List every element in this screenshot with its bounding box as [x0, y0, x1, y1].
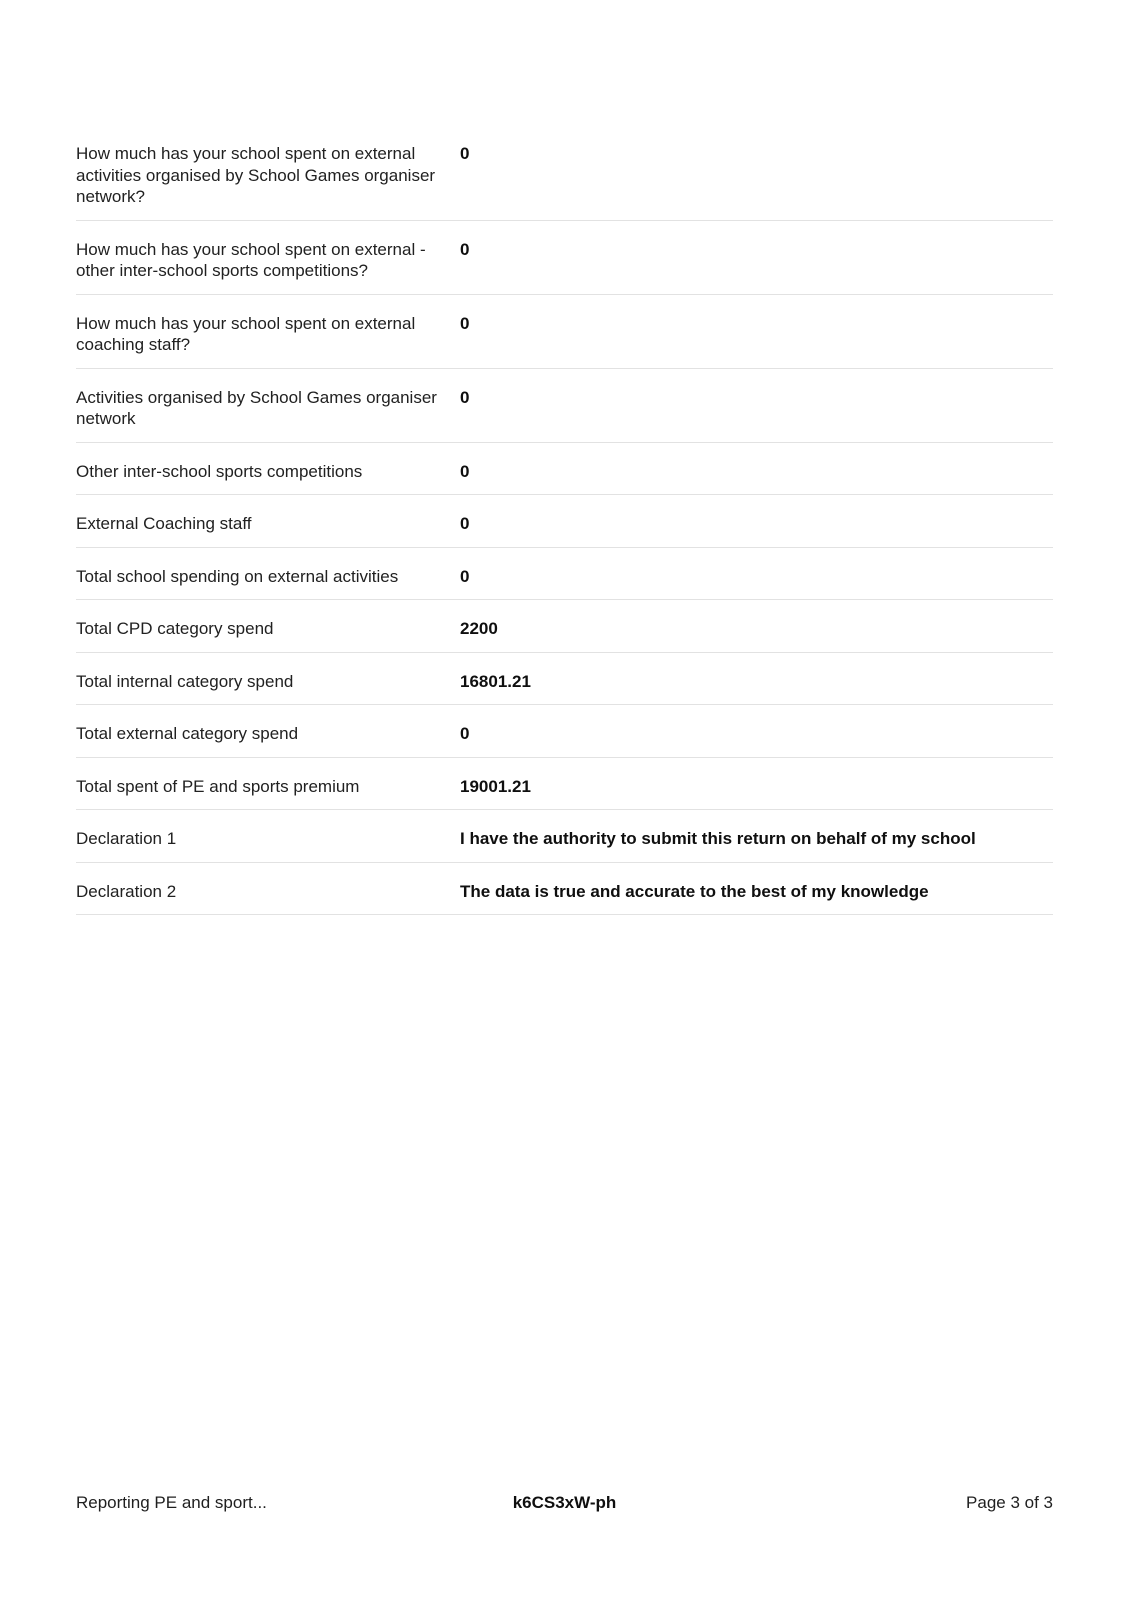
row-label: Total external category spend	[76, 724, 299, 743]
row-label: Total internal category spend	[76, 671, 294, 691]
table-row	[76, 495, 1053, 548]
footer-document-title: Reporting PE and sport...	[76, 1493, 267, 1512]
page-footer	[76, 1492, 1053, 1513]
row-value: 19001.21	[460, 776, 531, 796]
row-label: Total CPD category spend	[76, 619, 274, 638]
row-label: Declaration 2	[76, 881, 177, 901]
table-row	[76, 443, 1053, 496]
table-row	[76, 369, 1053, 443]
table-row	[76, 295, 1053, 369]
table-row	[76, 758, 1053, 811]
row-value: 0	[460, 239, 470, 259]
row-label: Activities organised by School Games organiser network	[76, 387, 437, 428]
table-row-declaration-1	[76, 810, 1053, 863]
row-value: 0	[460, 566, 470, 586]
table-row-declaration-2	[76, 863, 1053, 916]
row-value: 16801.21	[460, 671, 531, 691]
table-row	[76, 653, 1053, 706]
row-value: 0	[460, 313, 470, 333]
row-value: 2200	[460, 619, 498, 638]
spend-report-table	[76, 125, 1053, 915]
row-label: Total spent of PE and sports premium	[76, 776, 360, 796]
row-value: The data is true and accurate to the best of my knowledge	[460, 881, 929, 901]
row-value: 0	[460, 461, 470, 481]
row-value: 0	[460, 144, 470, 163]
row-label: How much has your school spent on external coaching staff?	[76, 313, 416, 354]
footer-reference: k6CS3xW-ph	[512, 1493, 617, 1512]
table-row	[76, 600, 1053, 653]
row-value: I have the authority to submit this return on behalf of my school	[460, 829, 976, 848]
row-label: External Coaching staff	[76, 514, 252, 533]
row-value: 0	[460, 724, 470, 743]
footer-page-number: Page 3 of 3	[966, 1493, 1053, 1512]
table-row	[76, 221, 1053, 295]
row-label: How much has your school spent on external - other inter-school sports competitions?	[76, 239, 426, 280]
table-row	[76, 548, 1053, 601]
row-label: How much has your school spent on external activities organised by School Games organiser network?	[76, 144, 436, 206]
row-value: 0	[460, 514, 470, 533]
row-label: Total school spending on external activities	[76, 566, 399, 586]
row-value: 0	[460, 387, 470, 407]
table-row	[76, 125, 1053, 221]
row-label: Other inter-school sports competitions	[76, 461, 363, 481]
table-row	[76, 705, 1053, 758]
row-label: Declaration 1	[76, 829, 177, 848]
